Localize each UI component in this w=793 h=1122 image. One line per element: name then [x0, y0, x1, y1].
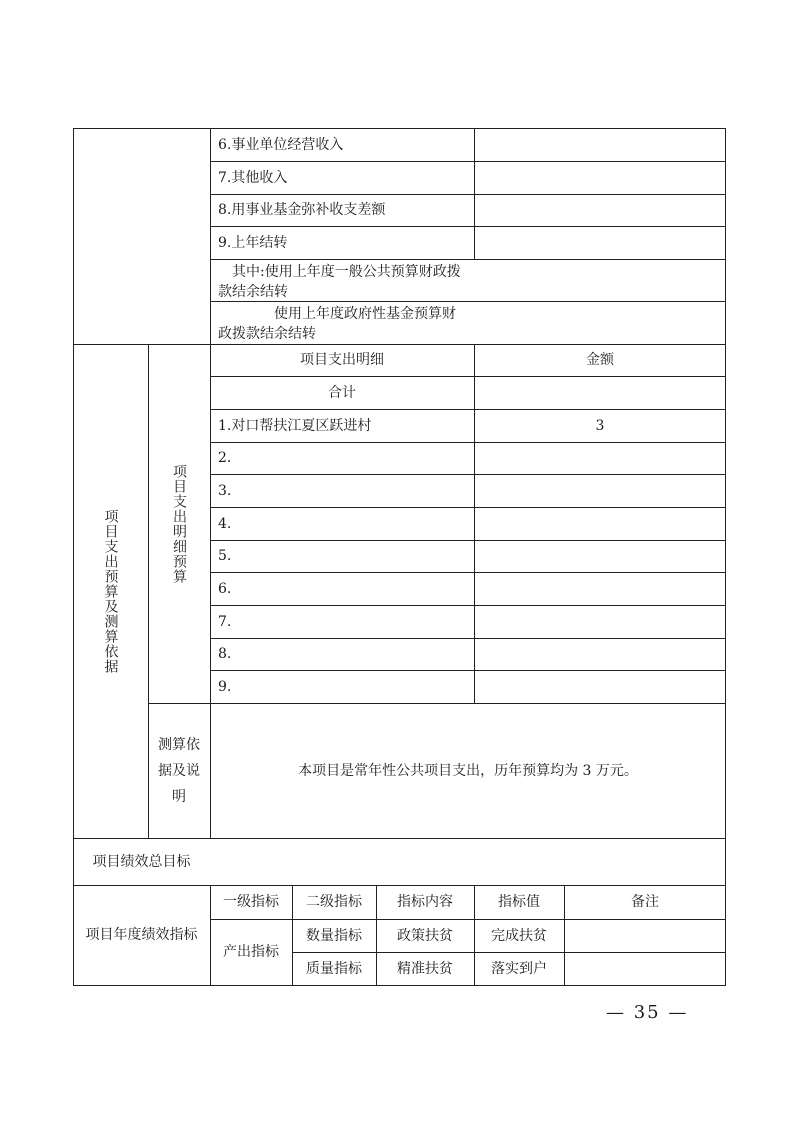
detail-row-name: 3. [218, 482, 232, 499]
detail-row-name: 9. [218, 678, 232, 695]
income-item: 6.事业单位经营收入 [218, 136, 344, 153]
output-indicator: 产出指标 [223, 944, 279, 960]
detail-row-name: 6. [218, 580, 232, 597]
total-label: 合计 [328, 384, 356, 401]
detail-header: 项目支出明细 [300, 352, 384, 368]
carryover-fund-item: 使用上年度政府性基金预算财政拨款结余结转 [218, 306, 456, 342]
income-item: 9.上年结转 [218, 234, 288, 251]
table-border-right [725, 128, 726, 986]
indicator-value: 落实到户 [491, 960, 547, 977]
detail-row-amount: 3 [595, 417, 605, 434]
page-number: — 35 — [606, 1002, 689, 1023]
indicator-content: 政策扶贫 [397, 927, 453, 944]
col-line [474, 344, 475, 703]
basis-label: 测算依据及说明 [158, 736, 200, 805]
detail-budget-label: 项目支出明细预算 [171, 463, 187, 584]
income-item: 7.其他收入 [218, 169, 288, 186]
indicator-header: 指标值 [498, 894, 540, 910]
detail-row-name: 2. [218, 450, 232, 466]
annual-indicator-label: 项目年度绩效指标 [85, 927, 198, 943]
indicator-content: 精准扶贫 [397, 960, 453, 977]
indicator-header: 一级指标 [223, 894, 279, 910]
indicator-value: 完成扶贫 [491, 927, 547, 944]
income-item: 8.用事业基金弥补收支差额 [218, 202, 386, 218]
detail-row-name: 7. [218, 613, 232, 630]
indicator-header: 二级指标 [306, 894, 362, 910]
table-border-bottom [73, 985, 726, 986]
basis-text: 本项目是常年性公共项目支出，历年预算均为 3 万元。 [298, 762, 638, 779]
detail-row-name: 5. [218, 548, 232, 564]
col-line [474, 128, 475, 259]
indicator-header: 指标内容 [397, 894, 453, 910]
indicator-level2: 质量指标 [306, 960, 362, 977]
detail-row-name: 1.对口帮扶江夏区跃进村 [218, 417, 372, 434]
amount-header: 金额 [586, 352, 614, 368]
carryover-general-item: 其中:使用上年度一般公共预算财政拨款结余结转 [218, 264, 461, 300]
detail-row-name: 8. [218, 646, 232, 662]
indicator-header: 备注 [631, 894, 659, 910]
detail-row-name: 4. [218, 515, 232, 532]
indicator-level2: 数量指标 [306, 927, 362, 944]
budget-form-table [73, 128, 726, 986]
expense-section-label: 项目支出预算及测算依据 [102, 508, 119, 674]
overall-goal-label: 项目绩效总目标 [92, 853, 191, 870]
